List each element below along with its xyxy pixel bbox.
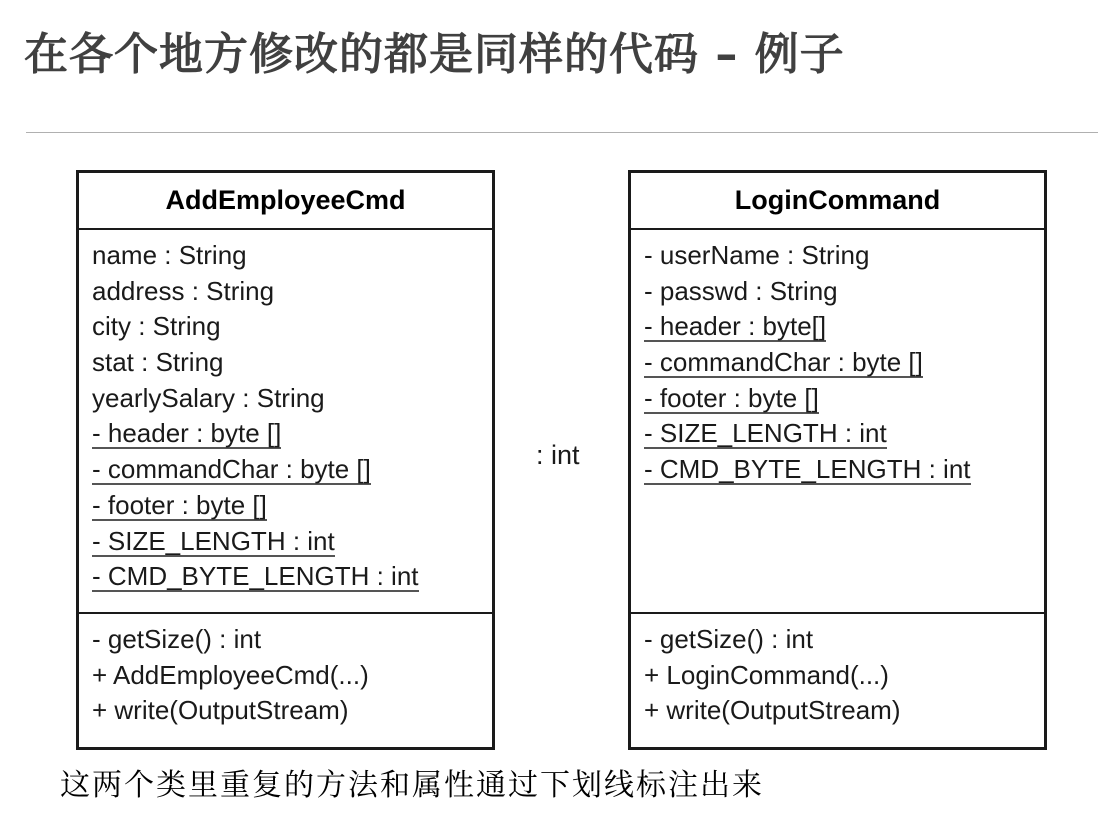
attribute-row-duplicated [644, 416, 1044, 452]
methods-compartment [631, 614, 1044, 729]
attribute-text: - footer : byte [] [644, 382, 819, 413]
attribute-text: - header : byte [] [92, 418, 282, 449]
attribute-row [644, 274, 1044, 310]
method-row [644, 693, 1044, 729]
method-text: + AddEmployeeCmd(...) [92, 659, 369, 690]
method-row [644, 658, 1044, 694]
method-text: + LoginCommand(...) [644, 659, 889, 690]
attribute-row [92, 345, 492, 381]
attribute-text: address : String [92, 275, 275, 306]
stray-type-label: : int [536, 440, 580, 470]
title-divider [26, 132, 1098, 133]
attribute-text: - CMD_BYTE_LENGTH : int [92, 561, 419, 592]
method-text: + write(OutputStream) [92, 695, 349, 726]
method-row [92, 693, 492, 729]
attribute-row-duplicated [644, 452, 1044, 488]
method-row [644, 622, 1044, 658]
attribute-row [92, 309, 492, 345]
method-row [92, 622, 492, 658]
attribute-text: stat : String [92, 347, 224, 378]
attribute-row-duplicated [92, 452, 492, 488]
attribute-text: - SIZE_LENGTH : int [644, 418, 887, 449]
method-text: + write(OutputStream) [644, 695, 901, 726]
attribute-text: - commandChar : byte [] [92, 454, 371, 485]
method-text: - getSize() : int [644, 624, 814, 654]
attribute-row [92, 381, 492, 417]
class-box-login-command [628, 170, 1047, 750]
attribute-row-duplicated [644, 345, 1044, 381]
method-row [92, 658, 492, 694]
attribute-text: - passwd : String [644, 275, 838, 306]
attribute-row-duplicated [644, 309, 1044, 345]
method-text: - getSize() : int [92, 624, 262, 654]
attribute-text: - CMD_BYTE_LENGTH : int [644, 454, 971, 485]
caption: 这两个类里重复的方法和属性通过下划线标注出来 [60, 768, 764, 803]
attributes-compartment [79, 230, 492, 614]
attribute-row-duplicated [92, 488, 492, 524]
attribute-text: city : String [92, 311, 221, 342]
attribute-row [644, 238, 1044, 274]
attribute-row-duplicated [92, 524, 492, 560]
class-box-add-employee-cmd [76, 170, 495, 750]
attribute-row-duplicated [644, 381, 1044, 417]
methods-compartment [79, 614, 492, 729]
class-name: LoginCommand [631, 173, 1044, 230]
attribute-text: - SIZE_LENGTH : int [92, 525, 335, 556]
attribute-text: - footer : byte [] [92, 489, 267, 520]
attribute-text: - commandChar : byte [] [644, 347, 923, 378]
page-title: 在各个地方修改的都是同样的代码 – 例子 [24, 29, 845, 80]
attribute-row [92, 274, 492, 310]
attribute-row [92, 238, 492, 274]
attribute-row-duplicated [92, 416, 492, 452]
class-name: AddEmployeeCmd [79, 173, 492, 230]
attributes-compartment [631, 230, 1044, 614]
attribute-text: yearlySalary : String [92, 382, 325, 413]
attribute-text: name : String [92, 240, 247, 270]
attribute-row-duplicated [92, 559, 492, 595]
attribute-text: - header : byte[] [644, 311, 827, 342]
attribute-text: - userName : String [644, 240, 870, 270]
